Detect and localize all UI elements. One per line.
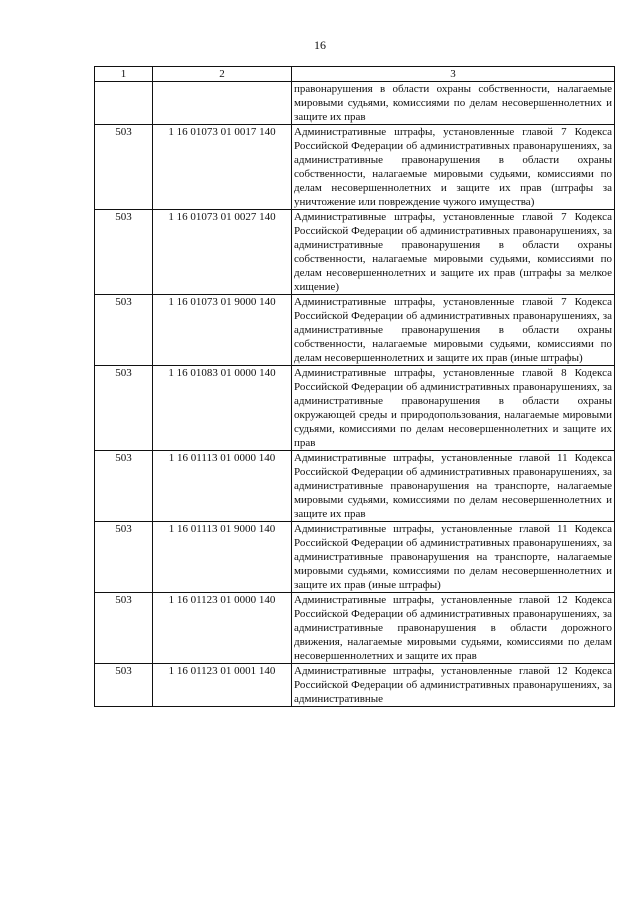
table-row [95,366,615,451]
income-code-cell: 1 16 01073 01 0017 140 [153,125,292,210]
description-cell: Административные штрафы, установленные главой 11 Кодекса Российской Федерации об административных правонарушениях, за административные правонарушения на транспорте, налагаемые мировыми судьями, комиссиями по делам несовершеннолетних и защите их прав (иные штрафы) [292,522,615,593]
admin-code-cell: 503 [95,366,153,451]
table-header-row [95,67,615,82]
admin-code-cell: 503 [95,451,153,522]
column-header-1: 1 [95,67,153,82]
admin-code-cell: 503 [95,522,153,593]
income-code-cell: 1 16 01123 01 0001 140 [153,664,292,707]
income-code-cell: 1 16 01083 01 0000 140 [153,366,292,451]
admin-code-cell: 503 [95,593,153,664]
income-code-cell: 1 16 01073 01 9000 140 [153,295,292,366]
description-cell: Административные штрафы, установленные главой 12 Кодекса Российской Федерации об административных правонарушениях, за административные правонарушения в области дорожного движения, налагаемые мировыми судьями, комиссиями по делам несовершеннолетних и защите их прав [292,593,615,664]
admin-code-cell: 503 [95,210,153,295]
table-row [95,82,615,125]
description-cell: Административные штрафы, установленные главой 12 Кодекса Российской Федерации об административных правонарушениях, за административные [292,664,615,707]
table-row [95,210,615,295]
table-row [95,522,615,593]
admin-code-cell: 503 [95,664,153,707]
description-cell: Административные штрафы, установленные главой 7 Кодекса Российской Федерации об административных правонарушениях, за административные правонарушения в области охраны собственности, налагаемые мировыми судьями, комиссиями по делам несовершеннолетних и защите их прав (иные штрафы) [292,295,615,366]
description-cell: Административные штрафы, установленные главой 11 Кодекса Российской Федерации об административных правонарушениях, за административные правонарушения на транспорте, налагаемые мировыми судьями, комиссиями по делам несовершеннолетних и защите их прав [292,451,615,522]
admin-code-cell: 503 [95,125,153,210]
income-code-cell [153,82,292,125]
description-cell: Административные штрафы, установленные главой 7 Кодекса Российской Федерации об административных правонарушениях, за административные правонарушения в области охраны собственности, налагаемые мировыми судьями, комиссиями по делам несовершеннолетних и защите их прав (штрафы за мелкое хищение) [292,210,615,295]
description-cell: Административные штрафы, установленные главой 8 Кодекса Российской Федерации об административных правонарушениях, за административные правонарушения в области охраны окружающей среды и природопользования, налагаемые мировыми судьями, комиссиями по делам несовершеннолетних и защите их прав [292,366,615,451]
column-header-2: 2 [153,67,292,82]
admin-code-cell [95,82,153,125]
income-code-cell: 1 16 01113 01 0000 140 [153,451,292,522]
page-number: 16 [314,38,326,52]
table-row [95,593,615,664]
table-row [95,125,615,210]
table-row [95,664,615,707]
description-cell: Административные штрафы, установленные главой 7 Кодекса Российской Федерации об административных правонарушениях, за административные правонарушения в области охраны собственности, налагаемые мировыми судьями, комиссиями по делам несовершеннолетних и защите их прав (штрафы за уничтожение или повреждение чужого имущества) [292,125,615,210]
description-cell: правонарушения в области охраны собственности, налагаемые мировыми судьями, комиссиями по делам несовершеннолетних и защите их прав [292,82,615,125]
table-row [95,451,615,522]
budget-codes-table [94,66,615,707]
admin-code-cell: 503 [95,295,153,366]
income-code-cell: 1 16 01113 01 9000 140 [153,522,292,593]
income-code-cell: 1 16 01073 01 0027 140 [153,210,292,295]
table-row [95,295,615,366]
column-header-3: 3 [292,67,615,82]
income-code-cell: 1 16 01123 01 0000 140 [153,593,292,664]
